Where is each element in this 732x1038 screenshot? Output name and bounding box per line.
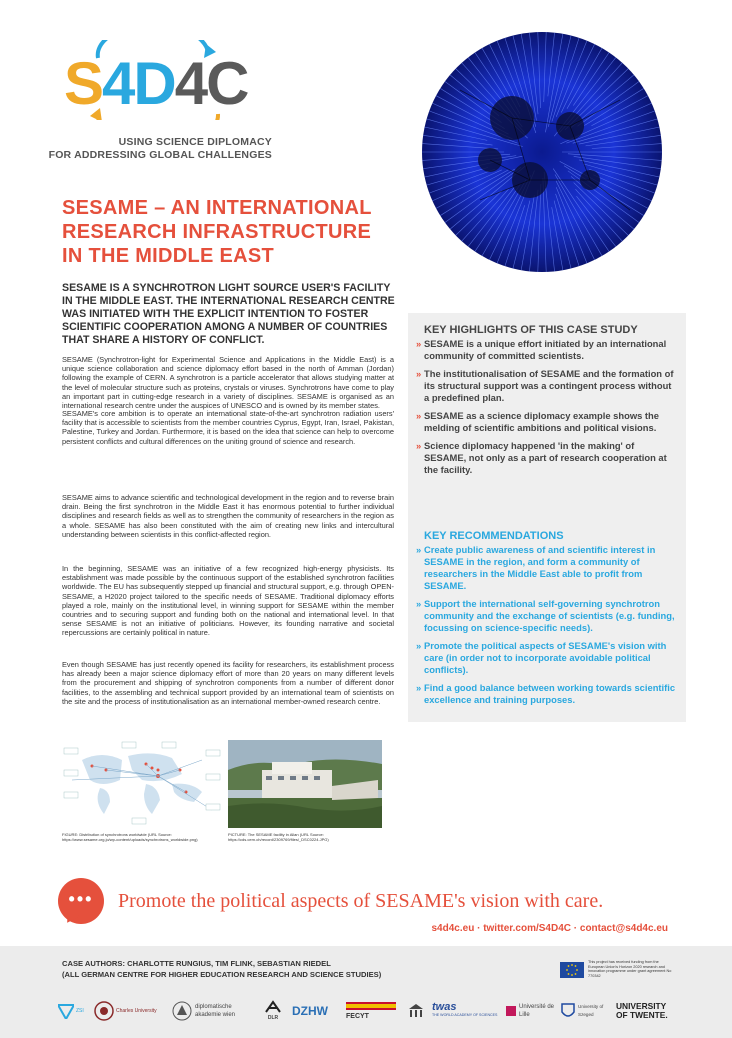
seal-icon [94,1001,114,1021]
chevron-icon: » [416,368,422,379]
sesame-facility-photo [228,740,382,828]
diplomatische-akademie-logo: diplomatische akademie wien [172,996,256,1026]
lille-square-icon [506,1006,516,1016]
pull-quote: Promote the political aspects of SESAME's vision with care. [118,890,604,912]
list-item: » Create public awareness of and scientific interest in SESAME in the region, and form a community of researchers in the Middle East able to profit from SESAME. [416,544,656,591]
unesco-temple-icon [408,1003,424,1019]
speech-bubble-icon: ••• [58,878,104,924]
list-item: » Science diplomacy happened 'in the making' of SESAME, not only as a part of research cooperation at the facility. [416,440,667,475]
list-item: » Promote the political aspects of SESAME's vision with care (in order not to incorporate avoidable political conflicts). [416,640,667,675]
chevron-icon: » [416,640,422,651]
fecyt-logo: FECYT [346,996,404,1026]
title-line-1: SESAME – AN INTERNATIONAL [62,197,372,219]
recommendations-list [416,544,678,712]
contact-links[interactable]: s4d4c.eu · twitter.com/S4D4C · contact@s4d4c.eu [431,923,668,934]
synchrotron-world-map-figure [62,740,222,828]
zsi-logo: ZSI [58,996,92,1026]
list-item: » Support the international self-governing synchrotron community and the exchange of scientists (e.g. funding, focussing on science-specific needs). [416,598,675,633]
chevron-icon: » [416,410,422,421]
lead-paragraph: SESAME IS A SYNCHROTRON LIGHT SOURCE USER'S FACILITY IN THE MIDDLE EAST. THE INTERNATIONAL RESEARCH CENTRE WAS INITIATED WITH THE EXPLICIT INTENTION TO FOSTER SCIENTIFIC COOPERATION AMONG A NUMBER OF COUNTRIES THAT SHARE A HISTORY OF CONFLICT. [62,282,395,346]
page-title [62,196,382,268]
charles-university-logo: Charles University [94,996,168,1026]
university-of-twente-logo: UNIVERSITY OF TWENTE. [616,1001,668,1020]
unesco-logo [408,996,428,1026]
photo-caption: PICTURE: The SESAME facility in Allan (URL Source: https://cds.cern.ch/record/2309769/files/_DSC0224.JPG) [228,832,329,842]
body-paragraph-2: SESAME's core ambition is to operate an international state-of-the-art synchrotron radiation users' facility that is accessible to scientists from the member countries Cyprus, Egypt, Iran, Israel, Pakistan, Palestine, Turkey and Jordan. Furthermore, it is based on the idea that science can help to overcome persistent conflicts and cultural differences on the uniting ground of science and research. [62,409,394,446]
body-paragraph-4: In the beginning, SESAME was an initiative of a few recognized high-energy physicists. Its establishment was made possible by the continuous support of the established synchrotron facilities worldwide. The EU has subsequently stepped up financial and structural support, e.g. through OPEN-SESAME, a H2020 project tailored to the specific needs of SESAME. Traditional diplomacy efforts played a role, mainly on the institutional level, in winning support for SESAME within the member countries and to securing support and funding both on the national and international level. In that sense SESAME is not an initiative of politicians. However, its founding narrative and societal repercussions are certainly political in nature. [62,564,394,638]
list-item: » Find a good balance between working towards scientific excellence and training purposes. [416,682,676,705]
dlr-mark-icon [264,1000,282,1014]
chevron-icon: » [416,338,422,349]
chevron-icon: » [416,598,422,609]
shield-icon [560,1002,576,1020]
authors-line-1: CASE AUTHORS: CHARLOTTE RUNGIUS, TIM FLINK, SEBASTIAN RIEDEL [62,959,331,968]
highlights-sidebar [408,313,686,722]
university-of-szeged-logo: University of Szeged [560,996,610,1026]
chevron-icon: » [416,682,422,693]
map-caption: FIGURE: Distribution of synchrotrons worldwide (URL Source: https://www.sesame.org.jo/wp-content/uploads/synchrotrons_worldwide.png) [62,832,198,842]
tagline-line-2: FOR ADDRESSING GLOBAL CHALLENGES [48,149,272,161]
chevron-icon: » [416,440,422,451]
list-item: » SESAME is a unique effort initiated by an international community of committed scientists. [416,338,667,361]
partner-logos [58,996,678,1028]
tagline [12,136,272,162]
tagline-line-1: USING SCIENCE DIPLOMACY [118,136,272,148]
title-line-2: RESEARCH INFRASTRUCTURE [62,221,372,243]
twas-logo: twas THE WORLD ACADEMY OF SCIENCES [432,1001,498,1017]
case-authors [62,958,381,980]
universite-de-lille-logo: Université de Lille [506,996,556,1026]
hero-synchrotron-image [420,30,664,274]
list-item: » SESAME as a science diplomacy example shows the melding of scientific ambitions and political visions. [416,410,659,433]
body-paragraph-5: Even though SESAME has just recently opened its facility for researchers, its establishment process has already been a major science diplomacy effort of more than 20 years on many different levels from the procurement and shipping of synchrotron components from a number of different donor facilities, to the assembling and technical support provided by an international team of scientists on the site and the process of institutionalisation as an international member-owned research centre. [62,660,394,706]
chevron-icon: » [416,544,422,555]
highlights-title: KEY HIGHLIGHTS OF THIS CASE STUDY [424,324,638,336]
dzhw-logo: DZHW [292,1004,328,1018]
dlr-logo: DLR [258,996,288,1026]
eu-funding-notice [560,960,672,984]
authors-line-2: (ALL GERMAN CENTRE FOR HIGHER EDUCATION RESEARCH AND SCIENCE STUDIES) [62,970,382,979]
list-item: » The institutionalisation of SESAME and the formation of its structural support was a contingent process without a predefined plan. [416,368,674,403]
eu-notice-text: This project has received funding from the European Union's Horizon 2020 research and innovation programme under grant agreement No 770342 [588,960,672,978]
body-paragraph-3: SESAME aims to advance scientific and technological development in the region and to reverse brain drain. Being the first synchrotron in the Middle East it has enormous potential to further individual disciplines and research fields as well as to strengthen the community of researchers in the region as a whole. SESAME has also been constituted with the aim of creating new links and intercultural understanding between scientists in this conflict-affected region. [62,493,394,539]
crest-icon [172,1001,192,1021]
recommendations-title: KEY RECOMMENDATIONS [424,530,564,542]
eu-flag-icon [560,962,584,978]
zsi-triangle-icon [58,1003,74,1019]
logo-letters: S4D4C [64,50,248,117]
body-paragraph-1: SESAME (Synchrotron-light for Experimental Science and Applications in the Middle East) is a unique science collaboration and science diplomacy effort based in the north of Amman (Jordan) following the example of CERN. A synchrotron is a particle accelerator that allows studying matter at the level of molecular structure such as proteins, crystals or viruses. Synchrotrons have come to play an important part in cutting-edge research in a variety of disciplines. SESAME is organised as an international research centre under the auspices of UNESCO and is owned by its member states. [62,355,394,411]
s4d4c-logo [58,40,278,120]
title-line-3: IN THE MIDDLE EAST [62,245,275,267]
spain-flag-icon [346,1002,396,1010]
highlights-list [416,338,678,482]
